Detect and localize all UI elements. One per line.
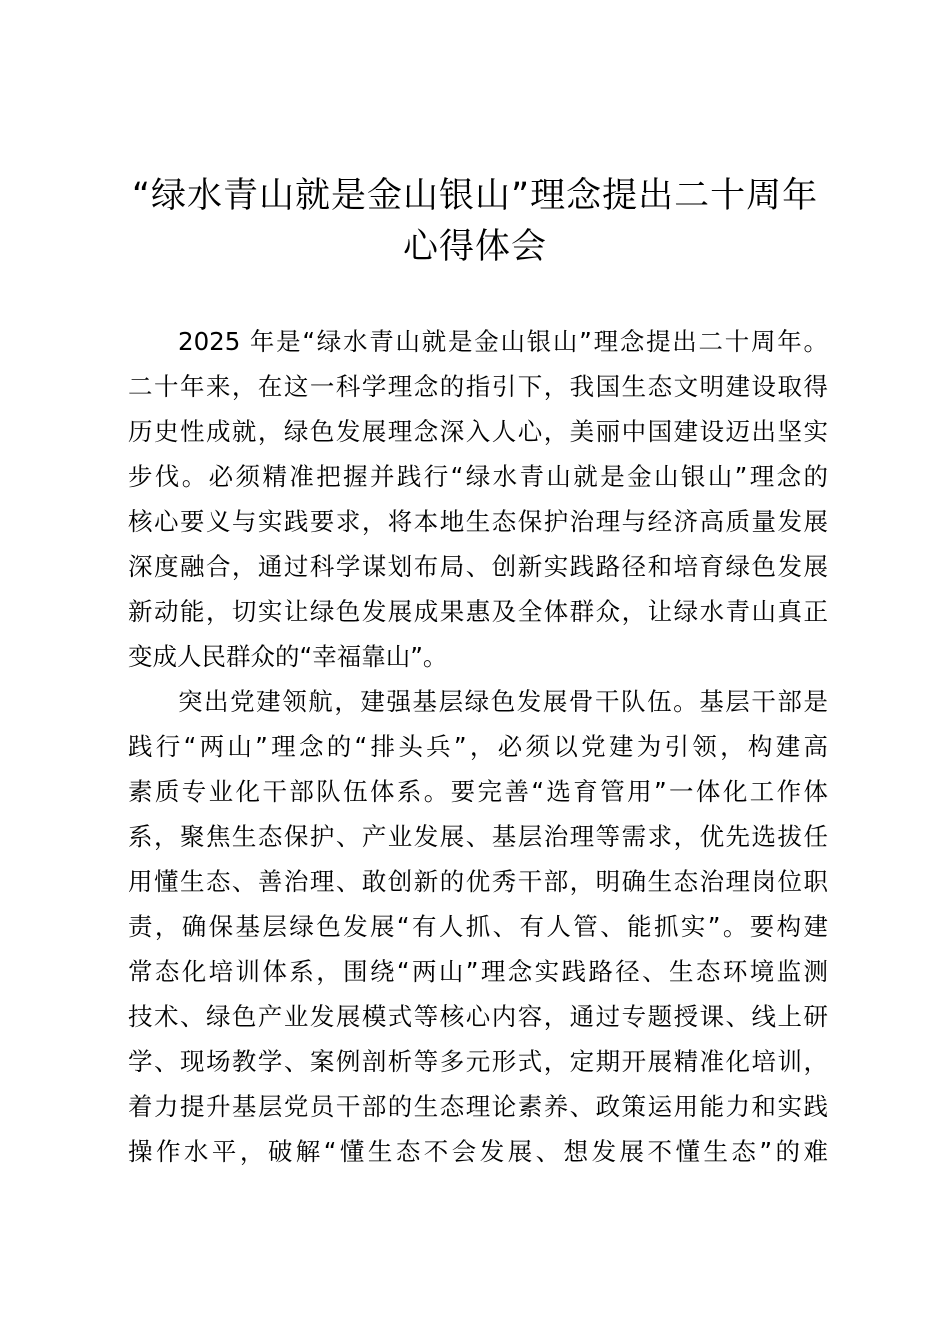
paragraph-line: 学、现场教学、案例剖析等多元形式，定期开展精准化培训， (128, 1047, 828, 1076)
paragraph-line: 素质专业化干部队伍体系。要完善“选育管用”一体化工作体 (128, 777, 828, 806)
paragraph-line: 系，聚焦生态保护、产业发展、基层治理等需求，优先选拔任 (128, 822, 828, 851)
paragraph-line: 着力提升基层党员干部的生态理论素养、政策运用能力和实践 (128, 1092, 828, 1121)
paragraph-line: 责，确保基层绿色发展“有人抓、有人管、能抓实”。要构建 (128, 912, 828, 941)
paragraph-line: 操作水平，破解“懂生态不会发展、想发展不懂生态”的难 (128, 1137, 828, 1166)
paragraph-line: 践行“两山”理念的“排头兵”，必须以党建为引领，构建高 (128, 732, 828, 761)
paragraph-line: 常态化培训体系，围绕“两山”理念实践路径、生态环境监测 (128, 957, 828, 986)
paragraph-line: 变成人民群众的“幸福靠山”。 (128, 642, 448, 671)
paragraph-line: 用懂生态、善治理、敢创新的优秀干部，明确生态治理岗位职 (128, 867, 828, 896)
paragraph-line: 深度融合，通过科学谋划布局、创新实践路径和培育绿色发展 (128, 552, 828, 581)
paragraph-line: 核心要义与实践要求，将本地生态保护治理与经济高质量发展 (128, 507, 828, 536)
paragraph-line: 二十年来，在这一科学理念的指引下，我国生态文明建设取得 (128, 372, 828, 401)
document-title-line-1: “绿水青山就是金山银山”理念提出二十周年 (131, 176, 819, 216)
paragraph-line: 新动能，切实让绿色发展成果惠及全体群众，让绿水青山真正 (128, 597, 828, 626)
paragraph-line: 2025 年是“绿水青山就是金山银山”理念提出二十周年。 (178, 327, 828, 356)
paragraph-line: 历史性成就，绿色发展理念深入人心，美丽中国建设迈出坚实 (128, 417, 828, 446)
paragraph-line: 突出党建领航，建强基层绿色发展骨干队伍。基层干部是 (178, 687, 828, 716)
paragraph-line: 步伐。必须精准把握并践行“绿水青山就是金山银山”理念的 (128, 462, 828, 491)
document-title-line-2: 心得体会 (402, 227, 547, 267)
paragraph-line: 技术、绿色产业发展模式等核心内容，通过专题授课、线上研 (128, 1002, 828, 1031)
